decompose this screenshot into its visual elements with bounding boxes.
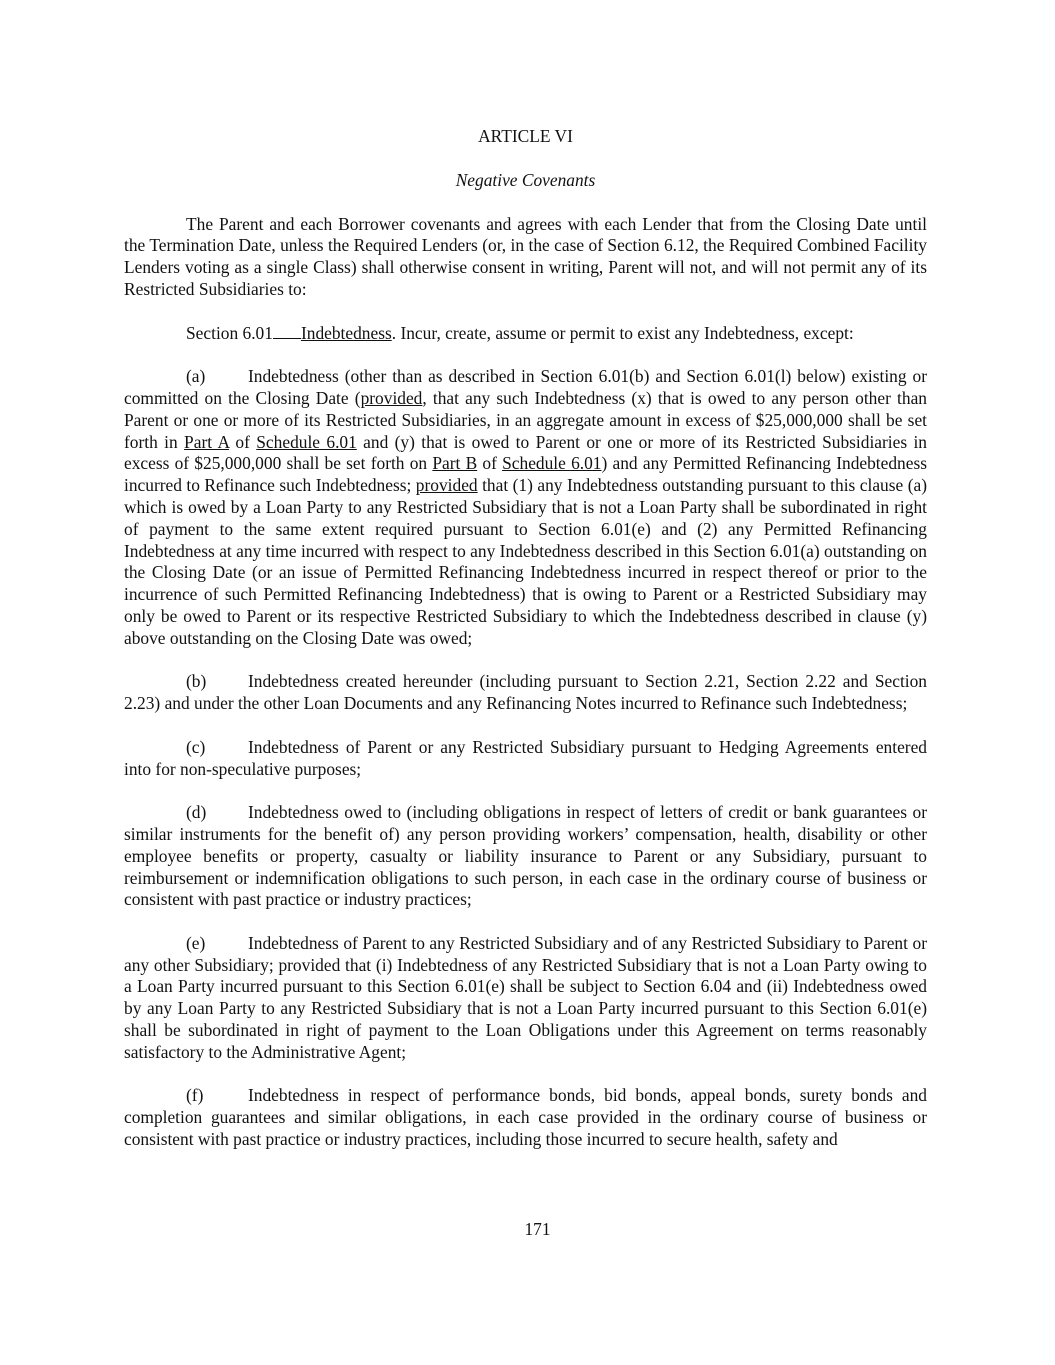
clause-e-label: (e) — [186, 932, 206, 953]
clause-e — [124, 933, 927, 1064]
clause-a-part-b: Part B — [432, 453, 478, 474]
clause-a-part-a: Part A — [184, 431, 230, 452]
document-body — [124, 126, 927, 1173]
clause-a-text-1: Indebtedness (other than as described in Section 6.01(b) and Section 6.01(l) below) existing or committed on the Closing Date ( — [124, 366, 927, 408]
clause-a-text-6: ) and any Permitted Refinancing Indebtedness incurred to Refinance such Indebtedness; — [124, 453, 928, 496]
clause-a — [124, 366, 927, 649]
clause-d-label: (d) — [186, 802, 207, 823]
clause-d-text: Indebtedness owed to (including obligations in respect of letters of credit or bank guarantees or similar instruments for the benefit of) any person providing workers’ compensation, health, disability or other employee benefits or property, casualty or liability insurance to Parent or any Subsidiary, pursuant to reimbursement or indemnification obligations to such person, in each case in the ordinary course of business or consistent with past practice or industry practices; — [124, 802, 927, 910]
article-title: ARTICLE VI — [478, 126, 573, 146]
intro-paragraph: The Parent and each Borrower covenants and agrees with each Lender that from the Closing Date until the Termination Date, unless the Required Lenders (or, in the case of Section 6.12, the Required Combined Facility Lenders voting as a single Class) shall otherwise consent in writing, Parent will not, and will not permit any of its Restricted Subsidiaries to: — [124, 213, 927, 299]
clause-e-text: Indebtedness of Parent to any Restricted Subsidiary and of any Restricted Subsidiary to Parent or any other Subsidiary; provided that (i) Indebtedness of any Restricted Subsidiary that is not a Loan Party owing to a Loan Party incurred pursuant to this Section 6.01(e) shall be subject to Section 6.04 and (ii) Indebtedness owed by any Loan Party to any Restricted Subsidiary that is not a Loan Party incurred pursuant to this Section 6.01(e) shall be subordinated in right of payment to the Loan Obligations under this Agreement on terms reasonably satisfactory to the Administrative Agent; — [124, 932, 927, 1062]
section-number: Section 6.01 — [186, 322, 273, 343]
clause-a-text-3: of — [229, 431, 257, 452]
clause-d — [124, 802, 927, 911]
clause-f-label: (f) — [186, 1085, 204, 1106]
clause-b — [124, 671, 927, 715]
clause-a-provided-1: provided — [360, 387, 423, 408]
clause-a-label: (a) — [186, 366, 206, 387]
clause-b-text: Indebtedness created hereunder (including pursuant to Section 2.21, Section 2.22 and Section 2.23) and under the other Loan Documents and any Refinancing Notes incurred to Refinance such Indebtedness; — [124, 671, 927, 714]
clause-f — [124, 1085, 927, 1150]
clause-a-text-4: and (y) that is owed to Parent or one or more of its Restricted Subsidiaries in excess of $25,000,000 shall be set forth on — [124, 431, 927, 474]
page-number: 171 — [524, 1219, 551, 1239]
clause-f-text: Indebtedness in respect of performance bonds, bid bonds, appeal bonds, surety bonds and completion guarantees and similar obligations, in each case provided in the ordinary course of business or consistent with past practice or industry practices, including those incurred to secure health, safety and — [124, 1085, 927, 1150]
clause-c-text: Indebtedness of Parent or any Restricted Subsidiary pursuant to Hedging Agreements entered into for non-speculative purposes; — [124, 736, 927, 779]
clause-a-schedule-1: Schedule 6.01 — [256, 431, 357, 452]
clause-b-label: (b) — [186, 671, 207, 692]
section-text: . Incur, create, assume or permit to exist any Indebtedness, except: — [391, 322, 854, 343]
clause-a-schedule-2: Schedule 6.01 — [502, 453, 602, 474]
clause-a-text-5: of — [477, 453, 503, 474]
clause-a-text-2: , that any such Indebtedness (x) that is owed to any person other than Parent or one or more of its Restricted Subsidiaries, in an aggregate amount in excess of $25,000,000 shall be set forth in — [124, 387, 927, 452]
article-subtitle: Negative Covenants — [455, 169, 596, 190]
clause-a-text-7: that (1) any Indebtedness outstanding pursuant to this clause (a) which is owed by a Loan Party to any Restricted Subsidiary that is not a Loan Party shall be subordinated in right of payment to the same extent required pursuant to Section 6.01(e) and (2) any Permitted Refinancing Indebtedness at any time incurred with respect to any Indebtedness described in this Section 6.01(a) outstanding on the Closing Date (or an issue of Permitted Refinancing Indebtedness incurred in respect thereof or prior to the incurrence of such Permitted Refinancing Indebtedness) that is owing to Parent or a Restricted Subsidiary may only be owed to Parent or its respective Restricted Subsidiary to which the Indebtedness described in clause (y) above outstanding on the Closing Date was owed; — [124, 475, 927, 648]
clause-c-label: (c) — [186, 736, 206, 757]
section-6-01-heading — [124, 323, 927, 345]
clause-a-provided-2: provided — [415, 475, 478, 496]
section-underline-gap — [273, 323, 301, 339]
clause-c — [124, 737, 927, 781]
section-title: Indebtedness — [300, 322, 392, 343]
